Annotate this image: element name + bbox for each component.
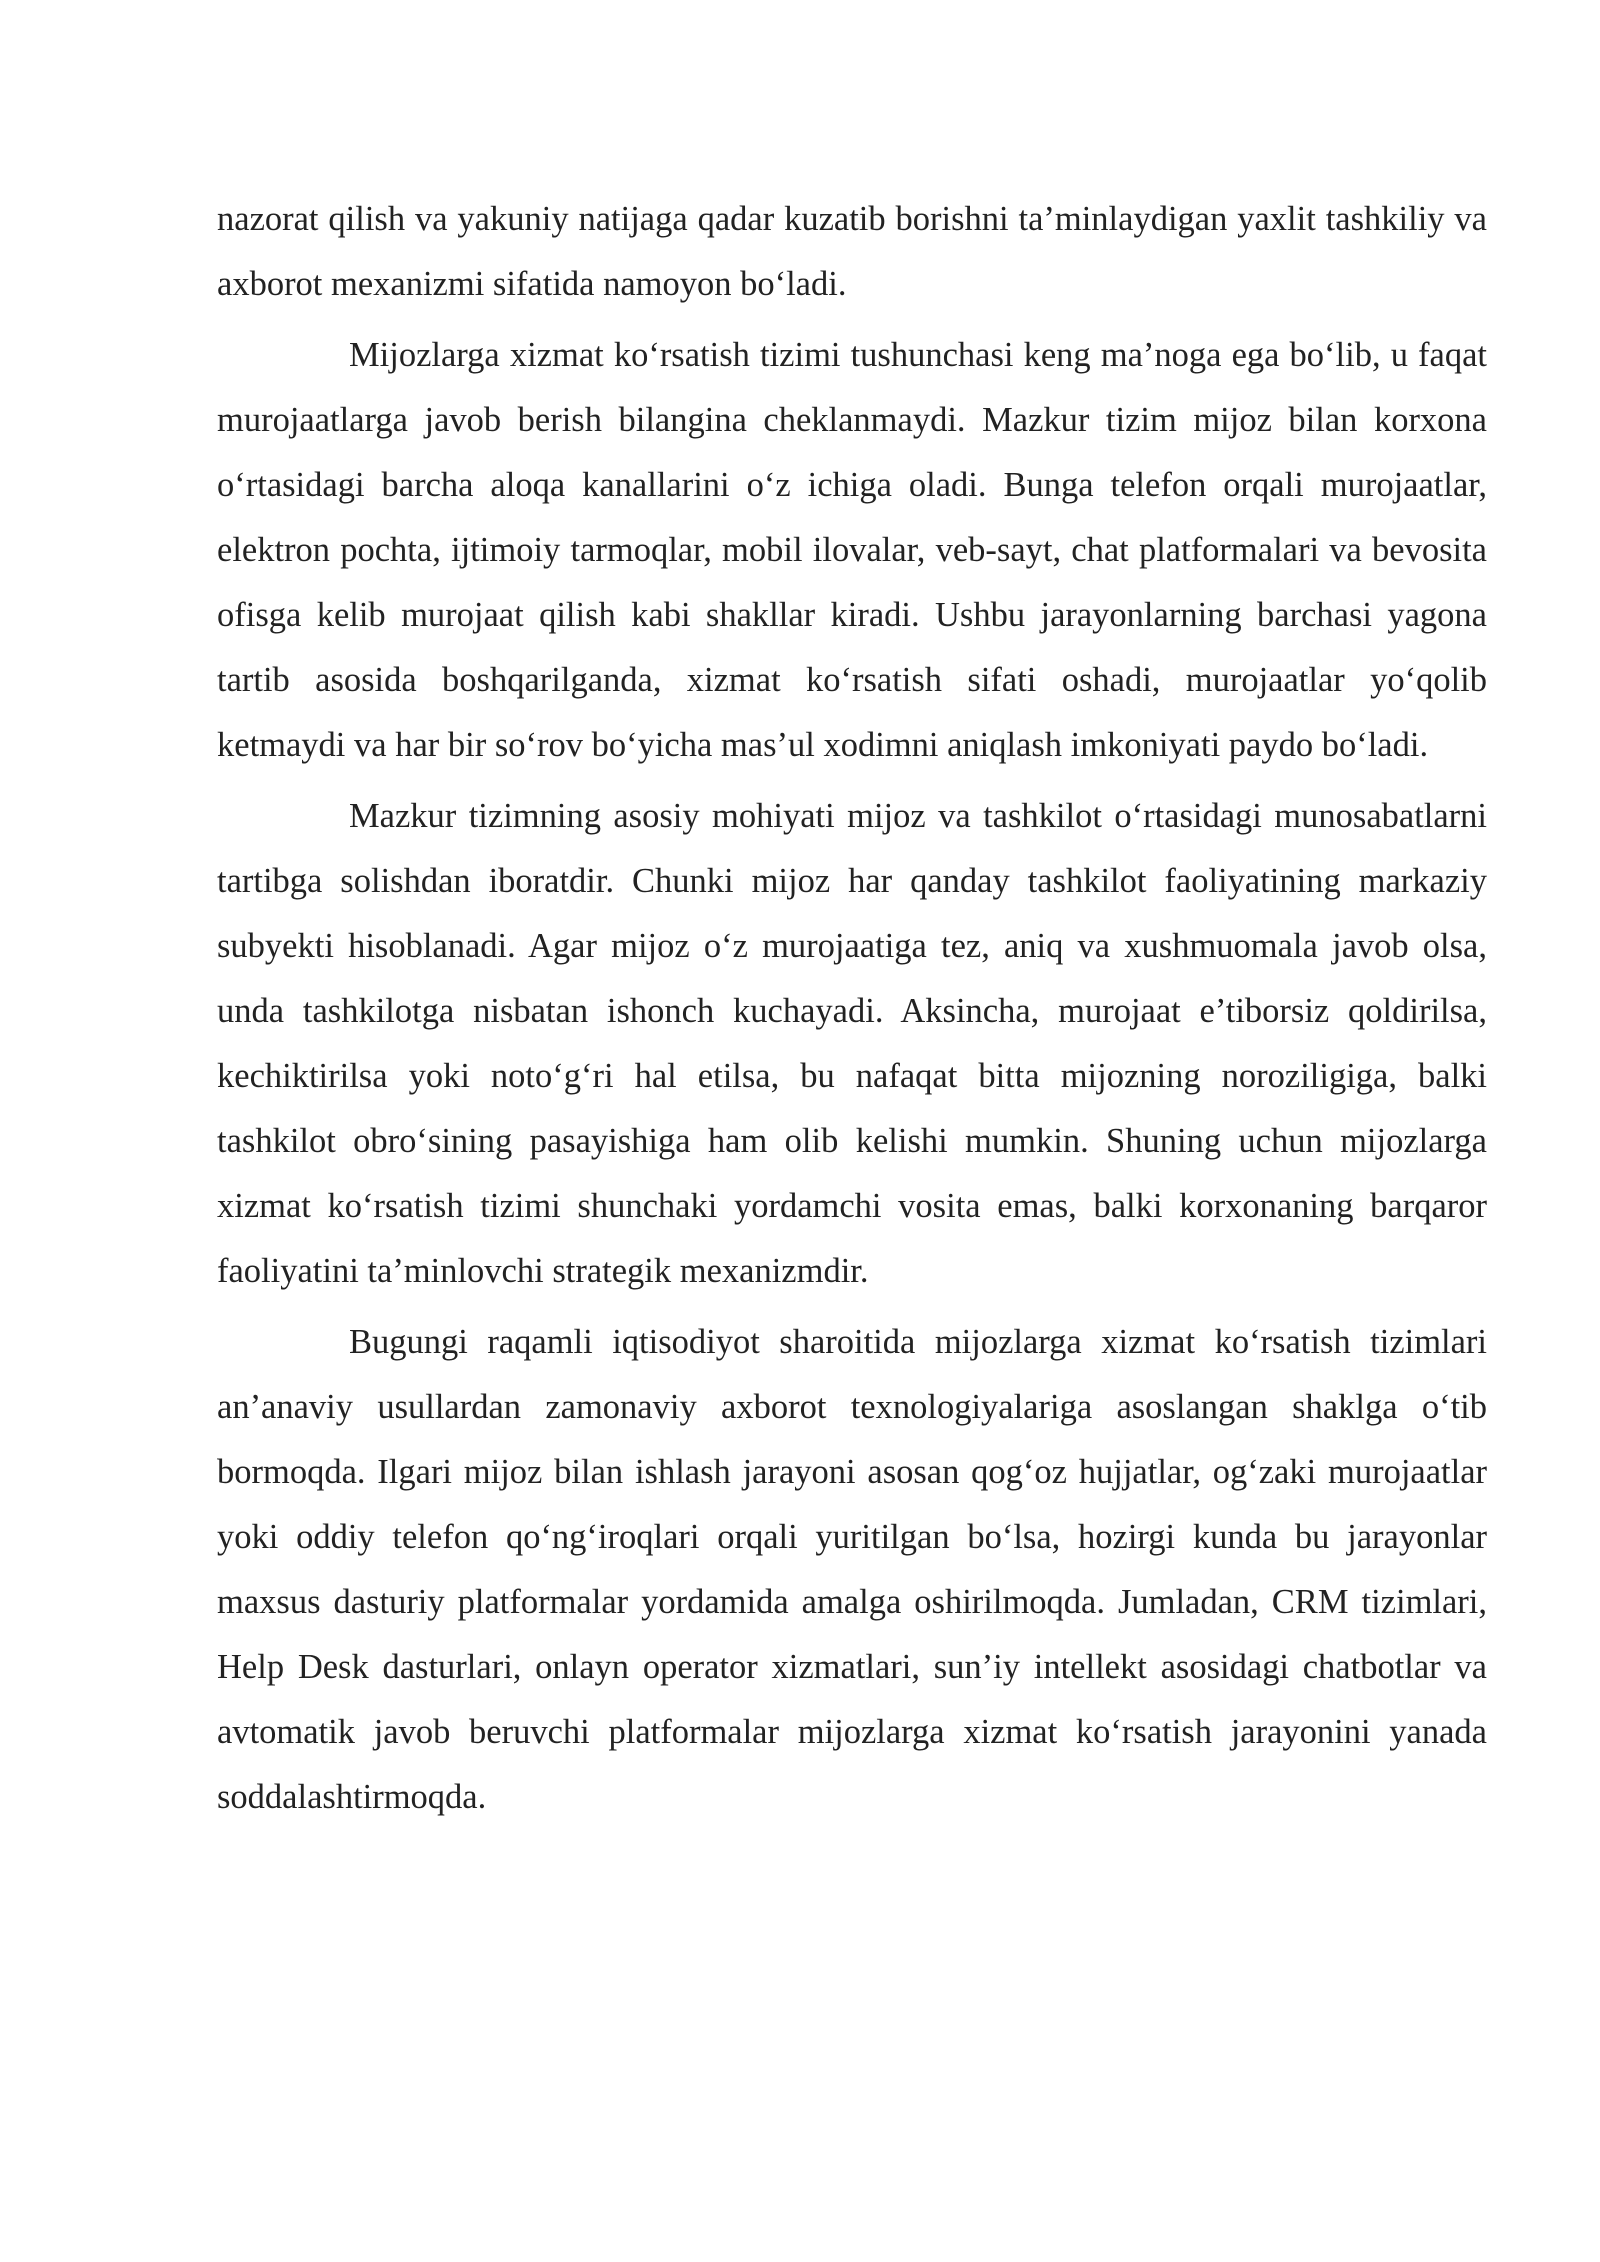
paragraph-service-system-concept: Mijozlarga xizmat ko‘rsatish tizimi tushunchasi keng ma’noga ega bo‘lib, u faqat murojaatlarga javob berish bilangina cheklanmaydi. Mazkur tizim mijoz bilan korxona o‘rtasidagi barcha aloqa kanallarini o‘z ichiga oladi. Bunga telefon orqali murojaatlar, elektron pochta, ijtimoiy tarmoqlar, mobil ilovalar, veb-sayt, chat platformalari va bevosita ofisga kelib murojaat qilish kabi shakllar kiradi. Ushbu jarayonlarning barchasi yagona tartib asosida boshqarilganda, xizmat ko‘rsatish sifati oshadi, murojaatlar yo‘qolib ketmaydi va har bir so‘rov bo‘yicha mas’ul xodimni aniqlash imkoniyati paydo bo‘ladi.	[217, 336, 1487, 764]
paragraph-continued: nazorat qilish va yakuniy natijaga qadar kuzatib borishni ta’minlaydigan yaxlit tashkiliy va axborot mexanizmi sifatida namoyon bo‘ladi.	[217, 200, 1487, 303]
paragraph-system-essence: Mazkur tizimning asosiy mohiyati mijoz va tashkilot o‘rtasidagi munosabatlarni tartibga solishdan iboratdir. Chunki mijoz har qanday tashkilot faoliyatining markaziy subyekti hisoblanadi. Agar mijoz o‘z murojaatiga tez, aniq va xushmuomala javob olsa, unda tashkilotga nisbatan ishonch kuchayadi. Aksincha, murojaat e’tiborsiz qoldirilsa, kechiktirilsa yoki noto‘g‘ri hal etilsa, bu nafaqat bitta mijozning noroziligiga, balki tashkilot obro‘sining pasayishiga ham olib kelishi mumkin. Shuning uchun mijozlarga xizmat ko‘rsatish tizimi shunchaki yordamchi vosita emas, balki korxonaning barqaror faoliyatini ta’minlovchi strategik mexanizmdir.	[217, 797, 1487, 1290]
body-text	[217, 187, 1487, 1830]
paragraph-digital-economy: Bugungi raqamli iqtisodiyot sharoitida mijozlarga xizmat ko‘rsatish tizimlari an’anaviy usullardan zamonaviy axborot texnologiyalariga asoslangan shaklga o‘tib bormoqda. Ilgari mijoz bilan ishlash jarayoni asosan qog‘oz hujjatlar, og‘zaki murojaatlar yoki oddiy telefon qo‘ng‘iroqlari orqali yuritilgan bo‘lsa, hozirgi kunda bu jarayonlar maxsus dasturiy platformalar yordamida amalga oshirilmoqda. Jumladan, CRM tizimlari, Help Desk dasturlari, onlayn operator xizmatlari, sun’iy intellekt asosidagi chatbotlar va avtomatik javob beruvchi platformalar mijozlarga xizmat ko‘rsatish jarayonini yanada soddalashtirmoqda.	[217, 1323, 1487, 1816]
